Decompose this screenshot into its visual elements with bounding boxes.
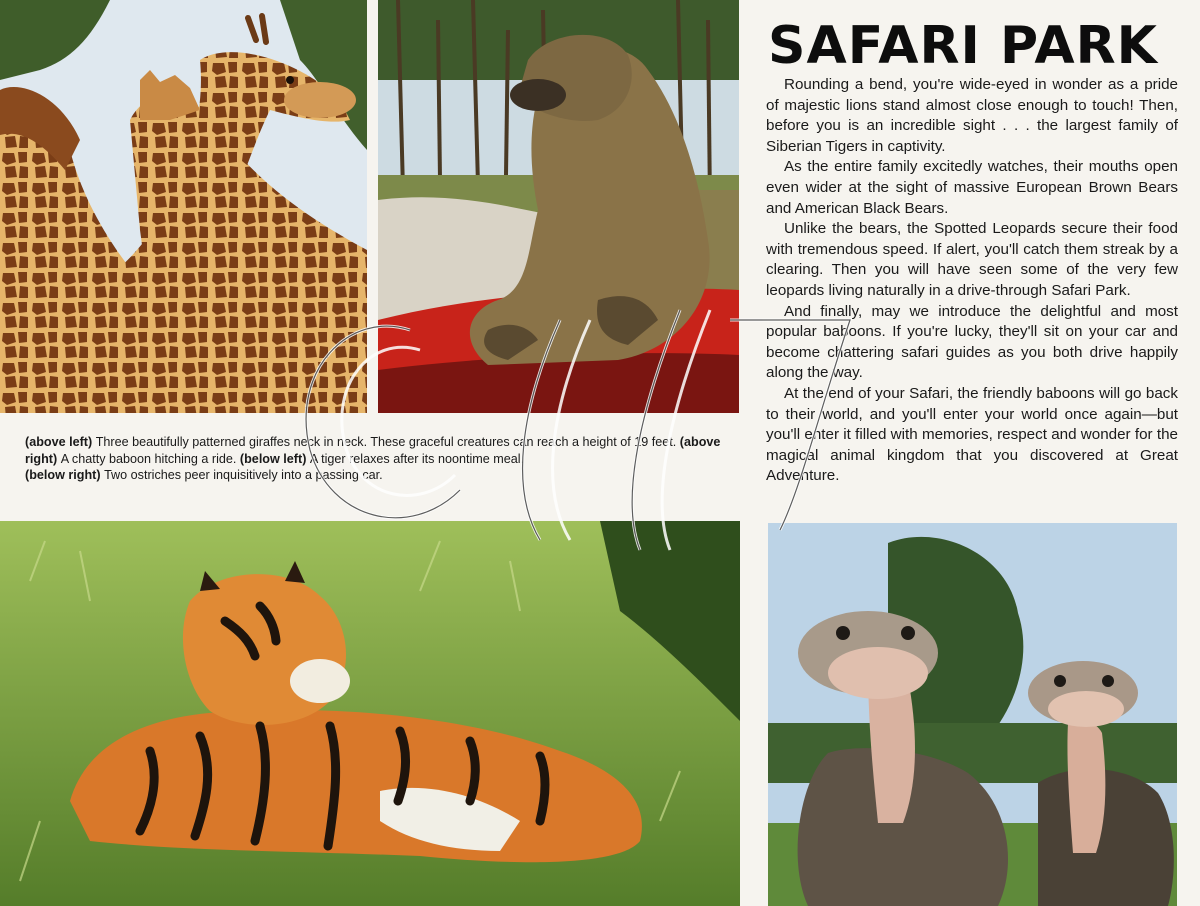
article-body [766, 75, 1178, 487]
giraffes-photo [0, 0, 367, 413]
caption-label: (below left) [239, 451, 310, 466]
caption-text: A chatty baboon hitching a ride. [60, 451, 240, 466]
article-paragraph: Rounding a bend, you're wide-eyed in wonder as a pride of majestic lions stand almost close enough to touch! Then, before you is an incredible sight . . . the largest family of Siberian Tigers in captivity. [766, 76, 1178, 155]
caption-label: (above right) [25, 435, 721, 466]
article-paragraph: Unlike the bears, the Spotted Leopards secure their food with tremendous speed. If alert, you'll catch them streak by a clearing. Then you will have seen some of the very few leopards living naturally in a drive-through Safari Park. [766, 220, 1178, 299]
tiger-photo [0, 521, 740, 906]
photo-caption [25, 434, 737, 484]
caption-text: A tiger relaxes after its noontime meal. [309, 451, 525, 466]
caption-label: (above left) [25, 435, 96, 449]
caption-text: Two ostriches peer inquisitively into a passing car. [104, 468, 383, 482]
baboon-photo [378, 0, 739, 413]
caption-text: Three beautifully patterned giraffes neck in neck. These graceful creatures can reach a height of 19 feet. [95, 435, 680, 449]
ostriches-photo [768, 523, 1177, 906]
page-title: SAFARI PARK [768, 16, 1158, 76]
article-paragraph: And finally, may we introduce the delightful and most popular baboons. If you're lucky, they'll sit on your car and become chattering safari guides as you both drive happily along the way. [766, 302, 1178, 382]
caption-label: (below right) [25, 468, 105, 482]
article-paragraph: At the end of your Safari, the friendly baboons will go back to their world, and you'll enter your world once again—but you'll enter it filled with memories, respect and wonder for the magical animal kingdom that you discovered at Great Adventure. [766, 384, 1178, 485]
article-paragraph: As the entire family excitedly watches, their mouths open even wider at the sight of massive European Brown Bears and American Black Bears. [766, 158, 1178, 217]
